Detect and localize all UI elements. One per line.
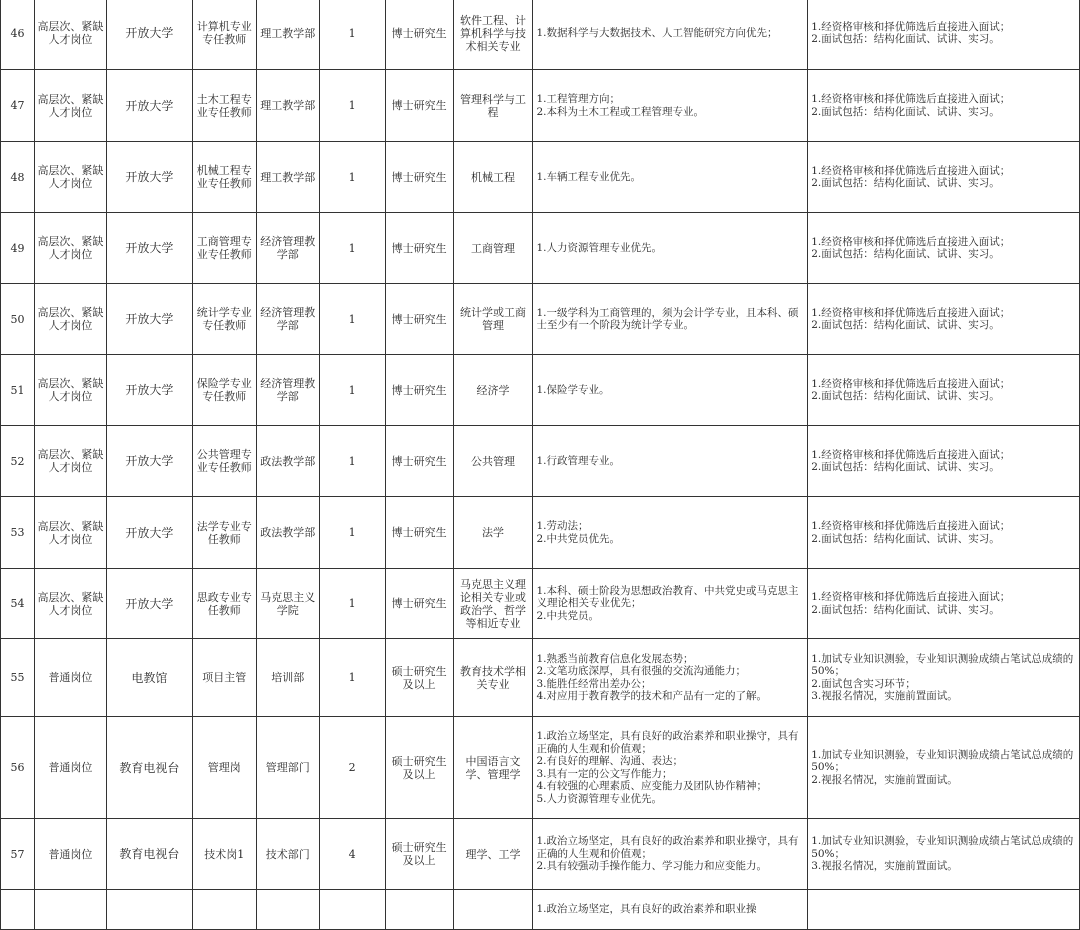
row-number-cell: 55 — [1, 639, 35, 717]
employer-unit-cell: 开放大学 — [106, 426, 192, 497]
row-number-cell: 47 — [1, 70, 35, 142]
position-name-cell: 管理岗 — [192, 717, 256, 819]
education-requirement-cell: 硕士研究生及以上 — [385, 819, 453, 890]
other-requirements-cell: 1.劳动法； 2.中共党员优先。 — [533, 497, 808, 569]
employer-unit-cell: 开放大学 — [106, 213, 192, 284]
post-category-cell: 高层次、紧缺人才岗位 — [34, 355, 106, 426]
exam-notes-cell: 1.经资格审核和择优筛选后直接进入面试； 2.面试包括：结构化面试、试讲、实习。 — [808, 142, 1080, 213]
row-number-cell: 46 — [1, 0, 35, 70]
major-requirement-cell: 理学、工学 — [453, 819, 533, 890]
row-number-cell: 50 — [1, 284, 35, 355]
exam-notes-cell: 1.经资格审核和择优筛选后直接进入面试； 2.面试包括：结构化面试、试讲、实习。 — [808, 70, 1080, 142]
post-category-cell: 高层次、紧缺人才岗位 — [34, 213, 106, 284]
education-requirement-cell: 博士研究生 — [385, 142, 453, 213]
department-cell: 理工教学部 — [256, 0, 319, 70]
post-category-cell: 高层次、紧缺人才岗位 — [34, 0, 106, 70]
major-requirement-cell: 经济学 — [453, 355, 533, 426]
headcount-cell: 1 — [319, 426, 385, 497]
employer-unit-cell: 开放大学 — [106, 569, 192, 639]
other-requirements-cell: 1.政治立场坚定，具有良好的政治素养和职业操 — [533, 890, 808, 930]
table-row — [1, 0, 1080, 70]
education-requirement-cell: 硕士研究生及以上 — [385, 639, 453, 717]
row-number-cell: 56 — [1, 717, 35, 819]
other-requirements-cell: 1.人力资源管理专业优先。 — [533, 213, 808, 284]
employer-unit-cell: 教育电视台 — [106, 717, 192, 819]
exam-notes-cell: 1.经资格审核和择优筛选后直接进入面试； 2.面试包括：结构化面试、试讲、实习。 — [808, 213, 1080, 284]
table-row — [1, 355, 1080, 426]
exam-notes-cell: 1.经资格审核和择优筛选后直接进入面试； 2.面试包括：结构化面试、试讲、实习。 — [808, 0, 1080, 70]
headcount-cell: 1 — [319, 569, 385, 639]
employer-unit-cell: 开放大学 — [106, 497, 192, 569]
position-name-cell: 公共管理专业专任教师 — [192, 426, 256, 497]
exam-notes-cell: 1.加试专业知识测验，专业知识测验成绩占笔试总成绩的50%； 3.视报名情况，实施前置面试。 — [808, 819, 1080, 890]
other-requirements-cell: 1.本科、硕士阶段为思想政治教育、中共党史或马克思主义理论相关专业优先； 2.中共党员。 — [533, 569, 808, 639]
major-requirement-cell: 教育技术学相关专业 — [453, 639, 533, 717]
table-row — [1, 819, 1080, 890]
headcount-cell: 1 — [319, 0, 385, 70]
education-requirement-cell — [385, 890, 453, 930]
major-requirement-cell: 中国语言文学、管理学 — [453, 717, 533, 819]
education-requirement-cell: 硕士研究生及以上 — [385, 717, 453, 819]
table-row — [1, 70, 1080, 142]
headcount-cell: 1 — [319, 213, 385, 284]
education-requirement-cell: 博士研究生 — [385, 426, 453, 497]
other-requirements-cell: 1.政治立场坚定，具有良好的政治素养和职业操守，具有正确的人生观和价值观； 2.有良好的理解、沟通、表达； 3.具有一定的公文写作能力； 4.有较强的心理素质、应变能力及团队协作精神； 5.人力资源管理专业优先。 — [533, 717, 808, 819]
exam-notes-cell: 1.经资格审核和择优筛选后直接进入面试； 2.面试包括：结构化面试、试讲、实习。 — [808, 497, 1080, 569]
headcount-cell: 4 — [319, 819, 385, 890]
post-category-cell: 高层次、紧缺人才岗位 — [34, 284, 106, 355]
exam-notes-cell: 1.经资格审核和择优筛选后直接进入面试； 2.面试包括：结构化面试、试讲、实习。 — [808, 284, 1080, 355]
post-category-cell: 高层次、紧缺人才岗位 — [34, 569, 106, 639]
headcount-cell: 1 — [319, 639, 385, 717]
exam-notes-cell: 1.经资格审核和择优筛选后直接进入面试； 2.面试包括：结构化面试、试讲、实习。 — [808, 569, 1080, 639]
position-name-cell: 保险学专业专任教师 — [192, 355, 256, 426]
post-category-cell: 高层次、紧缺人才岗位 — [34, 70, 106, 142]
major-requirement-cell: 软件工程、计算机科学与技术相关专业 — [453, 0, 533, 70]
table-row — [1, 569, 1080, 639]
post-category-cell: 高层次、紧缺人才岗位 — [34, 497, 106, 569]
major-requirement-cell — [453, 890, 533, 930]
headcount-cell: 1 — [319, 142, 385, 213]
position-name-cell: 法学专业专任教师 — [192, 497, 256, 569]
major-requirement-cell: 统计学或工商管理 — [453, 284, 533, 355]
exam-notes-cell: 1.加试专业知识测验，专业知识测验成绩占笔试总成绩的50%； 2.面试包含实习环节； 3.视报名情况，实施前置面试。 — [808, 639, 1080, 717]
employer-unit-cell: 开放大学 — [106, 355, 192, 426]
row-number-cell: 48 — [1, 142, 35, 213]
education-requirement-cell: 博士研究生 — [385, 497, 453, 569]
other-requirements-cell: 1.数据科学与大数据技术、人工智能研究方向优先； — [533, 0, 808, 70]
headcount-cell — [319, 890, 385, 930]
major-requirement-cell: 公共管理 — [453, 426, 533, 497]
department-cell: 理工教学部 — [256, 70, 319, 142]
position-name-cell: 工商管理专业专任教师 — [192, 213, 256, 284]
table-row — [1, 497, 1080, 569]
position-name-cell — [192, 890, 256, 930]
employer-unit-cell: 开放大学 — [106, 70, 192, 142]
department-cell: 经济管理教学部 — [256, 284, 319, 355]
major-requirement-cell: 法学 — [453, 497, 533, 569]
major-requirement-cell: 工商管理 — [453, 213, 533, 284]
exam-notes-cell — [808, 890, 1080, 930]
table-row — [1, 890, 1080, 930]
position-name-cell: 思政专业专任教师 — [192, 569, 256, 639]
employer-unit-cell: 开放大学 — [106, 142, 192, 213]
position-name-cell: 项目主管 — [192, 639, 256, 717]
other-requirements-cell: 1.车辆工程专业优先。 — [533, 142, 808, 213]
major-requirement-cell: 管理科学与工程 — [453, 70, 533, 142]
other-requirements-cell: 1.熟悉当前教育信息化发展态势； 2.文笔功底深厚，具有很强的交流沟通能力； 3.能胜任经常出差办公； 4.对应用于教育教学的技术和产品有一定的了解。 — [533, 639, 808, 717]
employer-unit-cell: 开放大学 — [106, 284, 192, 355]
department-cell: 政法教学部 — [256, 497, 319, 569]
department-cell: 经济管理教学部 — [256, 355, 319, 426]
department-cell: 技术部门 — [256, 819, 319, 890]
education-requirement-cell: 博士研究生 — [385, 0, 453, 70]
post-category-cell: 普通岗位 — [34, 639, 106, 717]
department-cell: 政法教学部 — [256, 426, 319, 497]
post-category-cell: 高层次、紧缺人才岗位 — [34, 426, 106, 497]
other-requirements-cell: 1.行政管理专业。 — [533, 426, 808, 497]
education-requirement-cell: 博士研究生 — [385, 213, 453, 284]
table-body — [1, 0, 1080, 930]
major-requirement-cell: 马克思主义理论相关专业或政治学、哲学等相近专业 — [453, 569, 533, 639]
headcount-cell: 1 — [319, 70, 385, 142]
table-row — [1, 213, 1080, 284]
major-requirement-cell: 机械工程 — [453, 142, 533, 213]
department-cell: 培训部 — [256, 639, 319, 717]
position-name-cell: 土木工程专业专任教师 — [192, 70, 256, 142]
row-number-cell: 54 — [1, 569, 35, 639]
table-row — [1, 639, 1080, 717]
exam-notes-cell: 1.经资格审核和择优筛选后直接进入面试； 2.面试包括：结构化面试、试讲、实习。 — [808, 426, 1080, 497]
department-cell: 管理部门 — [256, 717, 319, 819]
table-row — [1, 426, 1080, 497]
row-number-cell: 52 — [1, 426, 35, 497]
education-requirement-cell: 博士研究生 — [385, 355, 453, 426]
post-category-cell: 普通岗位 — [34, 717, 106, 819]
table-row — [1, 142, 1080, 213]
employer-unit-cell: 电教馆 — [106, 639, 192, 717]
table-row — [1, 284, 1080, 355]
headcount-cell: 1 — [319, 284, 385, 355]
position-name-cell: 计算机专业专任教师 — [192, 0, 256, 70]
other-requirements-cell: 1.工程管理方向； 2.本科为土木工程或工程管理专业。 — [533, 70, 808, 142]
row-number-cell: 51 — [1, 355, 35, 426]
other-requirements-cell: 1.保险学专业。 — [533, 355, 808, 426]
department-cell — [256, 890, 319, 930]
table-row — [1, 717, 1080, 819]
employer-unit-cell — [106, 890, 192, 930]
department-cell: 理工教学部 — [256, 142, 319, 213]
department-cell: 经济管理教学部 — [256, 213, 319, 284]
post-category-cell — [34, 890, 106, 930]
row-number-cell: 57 — [1, 819, 35, 890]
headcount-cell: 1 — [319, 355, 385, 426]
other-requirements-cell: 1.政治立场坚定，具有良好的政治素养和职业操守，具有正确的人生观和价值观； 2.具有较强动手操作能力、学习能力和应变能力。 — [533, 819, 808, 890]
employer-unit-cell: 教育电视台 — [106, 819, 192, 890]
row-number-cell: 49 — [1, 213, 35, 284]
post-category-cell: 高层次、紧缺人才岗位 — [34, 142, 106, 213]
education-requirement-cell: 博士研究生 — [385, 70, 453, 142]
exam-notes-cell: 1.经资格审核和择优筛选后直接进入面试； 2.面试包括：结构化面试、试讲、实习。 — [808, 355, 1080, 426]
position-name-cell: 机械工程专业专任教师 — [192, 142, 256, 213]
post-category-cell: 普通岗位 — [34, 819, 106, 890]
department-cell: 马克思主义学院 — [256, 569, 319, 639]
position-name-cell: 技术岗1 — [192, 819, 256, 890]
employer-unit-cell: 开放大学 — [106, 0, 192, 70]
row-number-cell: 53 — [1, 497, 35, 569]
headcount-cell: 1 — [319, 497, 385, 569]
row-number-cell — [1, 890, 35, 930]
exam-notes-cell: 1.加试专业知识测验，专业知识测验成绩占笔试总成绩的50%； 2.视报名情况，实施前置面试。 — [808, 717, 1080, 819]
position-name-cell: 统计学专业专任教师 — [192, 284, 256, 355]
headcount-cell: 2 — [319, 717, 385, 819]
education-requirement-cell: 博士研究生 — [385, 569, 453, 639]
other-requirements-cell: 1.一级学科为工商管理的，须为会计学专业，且本科、硕士至少有一个阶段为统计学专业。 — [533, 284, 808, 355]
education-requirement-cell: 博士研究生 — [385, 284, 453, 355]
